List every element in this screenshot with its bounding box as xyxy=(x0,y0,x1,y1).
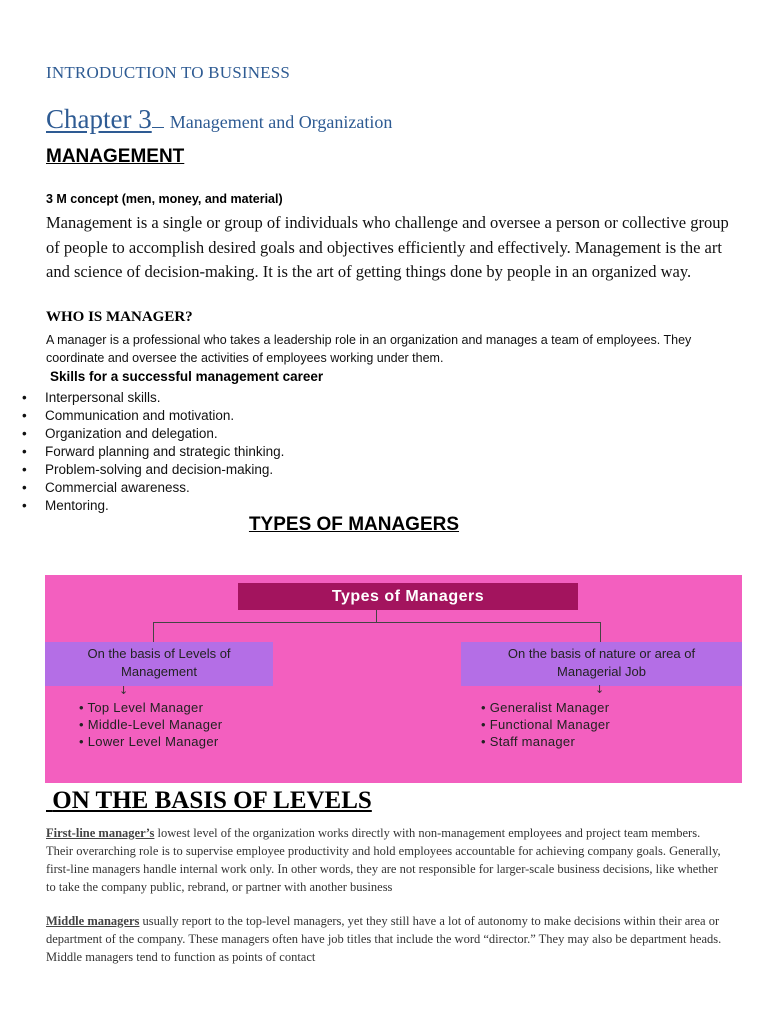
list-item: • Middle-Level Manager xyxy=(79,716,222,733)
middle-manager-paragraph xyxy=(46,912,726,966)
list-item: • Functional Manager xyxy=(481,716,610,733)
chapter-number: Chapter 3 xyxy=(46,104,152,134)
list-item: • Problem-solving and decision-making. xyxy=(22,461,284,479)
types-of-managers-diagram xyxy=(45,575,742,783)
connector-right-drop xyxy=(600,622,601,642)
list-item: • Lower Level Manager xyxy=(79,733,222,750)
skills-heading: Skills for a successful management career xyxy=(50,369,324,384)
types-of-managers-heading: TYPES OF MANAGERS xyxy=(248,514,460,535)
first-line-manager-term: First-line manager’s xyxy=(46,826,155,840)
skills-list xyxy=(22,389,284,515)
list-item: • Top Level Manager xyxy=(79,699,222,716)
list-item: • Generalist Manager xyxy=(481,699,610,716)
list-item: • Organization and delegation. xyxy=(22,425,284,443)
down-arrow-icon: ↓ xyxy=(595,683,605,696)
levels-heading-text: ON THE BASIS OF LEVELS xyxy=(52,787,372,814)
middle-manager-term: Middle managers xyxy=(46,914,140,928)
first-line-manager-text: lowest level of the organization works directly with non-management employees and project team members. Their overarching role is to supervise employee productivity and hold employees accountable for achieving company goals. Generally, first-line managers handle internal work only. In other words, they are not responsible for larger-scale business decisions, like whether to take the company public, rebrand, or partner with another business xyxy=(46,826,721,894)
list-item: • Communication and motivation. xyxy=(22,407,284,425)
diagram-title: Types of Managers xyxy=(238,583,578,610)
managerial-job-box: On the basis of nature or area of Managerial Job xyxy=(461,642,742,686)
first-line-manager-paragraph xyxy=(46,824,726,896)
chapter-heading xyxy=(46,104,392,135)
manager-description: A manager is a professional who takes a leadership role in an organization and manages a team of employees. They coordinate and oversee the activities of employees working under them. xyxy=(46,333,692,365)
middle-manager-text: usually report to the top-level managers, yet they still have a lot of autonomy to make decisions within their area or department of the company. These managers often have job titles that include the word “director.” They may also be department heads. Middle managers tend to function as points of contact xyxy=(46,914,722,964)
levels-manager-list xyxy=(79,699,222,750)
who-is-manager-heading: WHO IS MANAGER? xyxy=(46,309,193,325)
levels-heading xyxy=(46,787,372,815)
management-heading: MANAGEMENT xyxy=(46,146,185,167)
course-title: INTRODUCTION TO BUSINESS xyxy=(46,63,291,82)
three-m-concept: 3 M concept (men, money, and material) xyxy=(46,192,283,206)
levels-of-management-box: On the basis of Levels of Management xyxy=(45,642,273,686)
management-definition: Management is a single or group of individuals who challenge and oversee a person or collective group of people to accomplish desired goals and objectives efficiently and effectively. Management is the art and science of decision-making. It is the art of getting things done by people in an organized way. xyxy=(46,213,729,281)
connector-vertical-top xyxy=(376,610,377,622)
chapter-underline-gap xyxy=(152,105,164,128)
list-item: • Forward planning and strategic thinking. xyxy=(22,443,284,461)
chapter-subtitle: Management and Organization xyxy=(169,112,393,132)
down-arrow-icon: ↓ xyxy=(119,684,129,697)
list-item: • Staff manager xyxy=(481,733,610,750)
list-item: • Interpersonal skills. xyxy=(22,389,284,407)
job-manager-list xyxy=(481,699,610,750)
list-item: • Mentoring. xyxy=(22,497,284,515)
connector-horizontal xyxy=(153,622,601,623)
connector-left-drop xyxy=(153,622,154,642)
list-item: • Commercial awareness. xyxy=(22,479,284,497)
